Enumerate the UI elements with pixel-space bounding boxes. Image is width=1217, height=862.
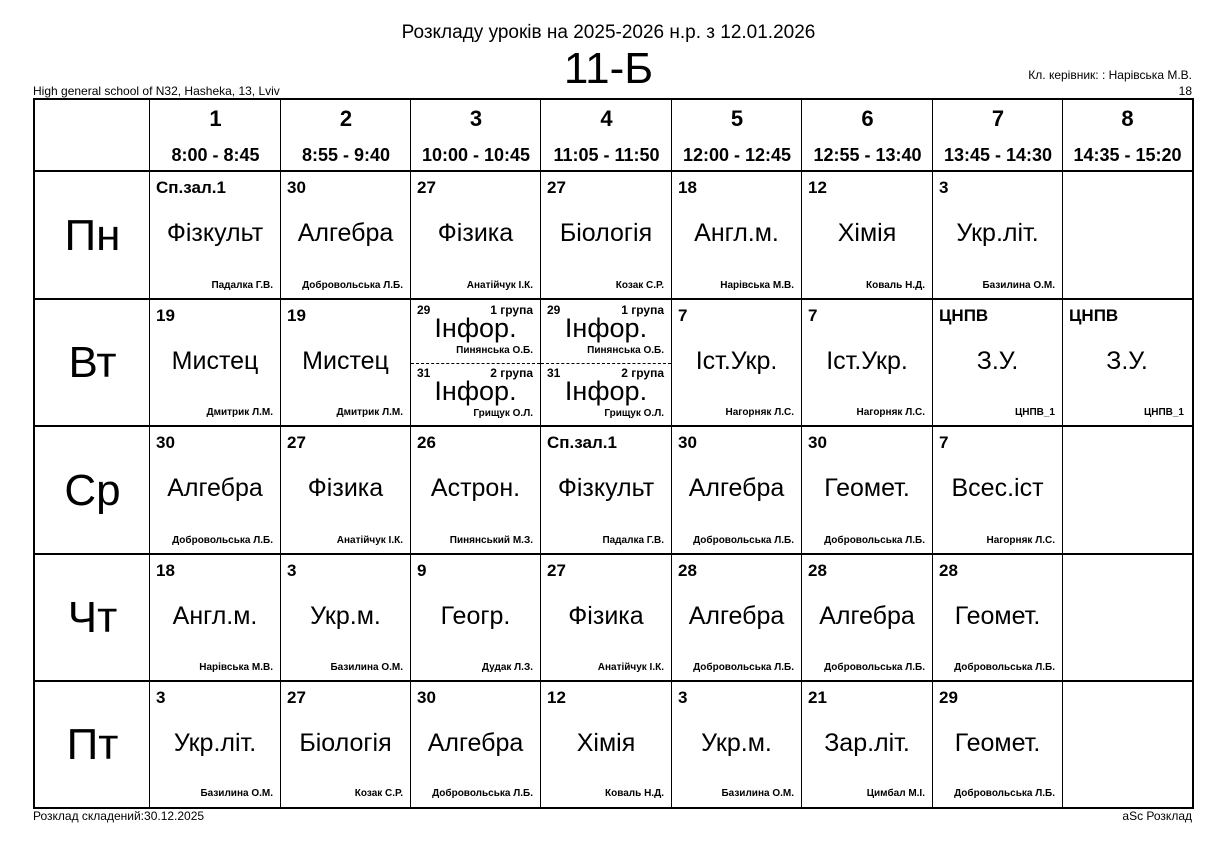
- day-label: Чт: [67, 593, 118, 642]
- lesson-room: 18: [678, 178, 697, 197]
- lesson-cell: [933, 427, 1062, 554]
- lesson-room: 7: [939, 433, 949, 452]
- lesson-subject: Зар.літ.: [824, 729, 910, 757]
- lesson-room: 29: [547, 303, 561, 317]
- lesson-cell: [933, 682, 1062, 807]
- lesson-subject: Геомет.: [824, 474, 910, 502]
- lesson-group: 2 група: [490, 366, 533, 380]
- lesson-teacher: Пинянська О.Б.: [456, 345, 533, 356]
- period-header: [933, 100, 1063, 171]
- lesson-subject: Фізкульт: [557, 474, 655, 502]
- lesson-cell: [150, 427, 280, 554]
- lesson-cell: [1063, 555, 1191, 681]
- period-time: 10:00 - 10:45: [421, 145, 531, 165]
- lesson-teacher: Базилина О.М.: [721, 788, 794, 799]
- lesson-teacher: Нарівська М.В.: [720, 280, 794, 291]
- lesson-cell: [802, 300, 932, 426]
- group-lesson: [411, 363, 540, 426]
- lesson-teacher: Дмитрик Л.М.: [206, 407, 273, 418]
- lesson-teacher: Грищук О.Л.: [604, 408, 664, 419]
- lesson-cell: [541, 555, 671, 681]
- schedule-subtitle: Розкладу уроків на 2025-2026 н.р. з 12.01.2026: [401, 22, 816, 43]
- lesson-cell: [411, 427, 540, 554]
- period-time: 14:35 - 15:20: [1073, 145, 1182, 165]
- lesson-cell: [802, 682, 932, 807]
- period-number: 5: [730, 106, 744, 131]
- lesson-room: 27: [287, 433, 306, 452]
- lesson-teacher: Коваль Н.Д.: [605, 788, 664, 799]
- lesson-cell: [802, 172, 932, 299]
- lesson-room: 28: [678, 561, 697, 580]
- lesson-subject: Геомет.: [954, 729, 1041, 757]
- lesson-cell: [933, 555, 1062, 681]
- lesson-subject: Біологія: [559, 219, 653, 247]
- lesson-subject: Укр.м.: [701, 729, 772, 757]
- lesson-teacher: Добровольська Л.Б.: [954, 662, 1055, 673]
- lesson-room: 7: [808, 306, 818, 325]
- lesson-subject: Інфор.: [564, 376, 648, 406]
- lesson-teacher: Добровольська Л.Б.: [693, 535, 794, 546]
- lesson-teacher: Добровольська Л.Б.: [302, 280, 403, 291]
- lesson-subject: Хімія: [576, 729, 636, 757]
- lesson-room: 27: [287, 688, 306, 707]
- period-time: 12:55 - 13:40: [813, 145, 922, 165]
- lesson-room: Сп.зал.1: [547, 433, 617, 452]
- lesson-cell: [411, 682, 540, 807]
- lesson-cell: [150, 172, 280, 299]
- lesson-teacher: Дудак Л.З.: [481, 662, 533, 673]
- lesson-room: 9: [417, 561, 427, 580]
- group-lesson: [541, 300, 671, 363]
- lesson-subject: Укр.літ.: [173, 729, 257, 757]
- lesson-subject: Алгебра: [427, 729, 524, 757]
- lesson-teacher: Грищук О.Л.: [473, 408, 533, 419]
- lesson-cell: [672, 300, 801, 426]
- period-number: 6: [861, 106, 874, 131]
- lesson-teacher: Базилина О.М.: [982, 280, 1055, 291]
- period-time: 12:00 - 12:45: [682, 145, 792, 165]
- lesson-teacher: Нагорняк Л.С.: [856, 407, 925, 418]
- lesson-cell: [541, 172, 671, 299]
- period-time: 8:55 - 9:40: [301, 145, 391, 165]
- lesson-group: 1 група: [621, 303, 664, 317]
- lesson-subject: Астрон.: [430, 474, 521, 502]
- lesson-room: 31: [417, 366, 431, 380]
- lesson-room: 26: [417, 433, 436, 452]
- lesson-room: 30: [808, 433, 827, 452]
- lesson-teacher: Добровольська Л.Б.: [693, 662, 794, 673]
- lesson-room: 19: [156, 306, 175, 325]
- group-lesson: [541, 363, 671, 426]
- day-label: Пт: [66, 720, 119, 769]
- period-time: 8:00 - 8:45: [171, 145, 260, 165]
- lesson-subject: Всес.іст: [951, 474, 1044, 502]
- lesson-room: 27: [547, 178, 566, 197]
- period-header: [150, 100, 281, 171]
- timetable-grid: [33, 98, 1194, 809]
- period-number: 2: [339, 106, 353, 131]
- lesson-subject: Алгебра: [167, 474, 263, 502]
- period-header: [411, 100, 541, 171]
- lesson-subject: Інфор.: [564, 313, 648, 343]
- lesson-subject: Алгебра: [297, 219, 394, 247]
- lesson-subject: Англ.м.: [694, 219, 779, 247]
- lesson-subject: Фізкульт: [166, 219, 264, 247]
- lesson-room: 12: [808, 178, 827, 197]
- lesson-room: 27: [417, 178, 436, 197]
- lesson-cell: [541, 682, 671, 807]
- lesson-subject: Фізика: [437, 219, 514, 247]
- lesson-teacher: Коваль Н.Д.: [866, 280, 925, 291]
- period-number: 8: [1121, 106, 1134, 131]
- lesson-subject: Укр.літ.: [956, 219, 1039, 247]
- lesson-cell: [1063, 682, 1191, 807]
- lesson-teacher: Базилина О.М.: [330, 662, 403, 673]
- lesson-teacher: ЦНПВ_1: [1014, 407, 1055, 418]
- lesson-room: ЦНПВ: [1069, 306, 1119, 325]
- lesson-teacher: Анатійчук І.К.: [597, 662, 664, 673]
- lesson-room: 7: [678, 306, 688, 325]
- lesson-teacher: Нагорняк Л.С.: [725, 407, 794, 418]
- period-header: [281, 100, 411, 171]
- lesson-subject: Фізика: [568, 602, 644, 630]
- lesson-teacher: Козак С.Р.: [354, 788, 403, 799]
- period-number: 3: [469, 106, 483, 131]
- lesson-teacher: Падалка Г.В.: [602, 535, 664, 546]
- group-lesson: [411, 300, 540, 363]
- lesson-subject: Геогр.: [440, 602, 511, 630]
- lesson-room: 3: [156, 688, 166, 707]
- lesson-cell: [1063, 172, 1191, 299]
- created-date: Розклад складений:30.12.2025: [33, 809, 205, 823]
- period-number: 4: [600, 106, 613, 131]
- lesson-room: 30: [287, 178, 306, 197]
- lesson-subject: З.У.: [976, 347, 1019, 375]
- lesson-teacher: Добровольська Л.Б.: [432, 788, 533, 799]
- lesson-teacher: Добровольська Л.Б.: [824, 535, 925, 546]
- lesson-subject: Інфор.: [434, 376, 517, 406]
- day-label: Ср: [64, 466, 121, 515]
- lesson-cell: [541, 300, 671, 426]
- lesson-cell: [672, 682, 801, 807]
- lesson-group: 2 група: [621, 366, 664, 380]
- period-number: 1: [209, 106, 222, 131]
- lesson-cell: [802, 427, 932, 554]
- lesson-cell: [281, 172, 410, 299]
- lesson-room: 28: [808, 561, 827, 580]
- period-header: [672, 100, 802, 171]
- lesson-cell: [1063, 427, 1191, 554]
- period-time: 13:45 - 14:30: [943, 145, 1053, 165]
- day-label: Вт: [68, 338, 117, 387]
- lesson-room: 3: [678, 688, 688, 707]
- lesson-teacher: Нарівська М.В.: [199, 662, 273, 673]
- lesson-subject: Мистец: [302, 347, 389, 375]
- lesson-room: 27: [547, 561, 566, 580]
- lesson-cell: [411, 300, 540, 426]
- lesson-cell: [672, 555, 801, 681]
- lesson-subject: Алгебра: [688, 602, 785, 630]
- page-number: 18: [1178, 84, 1192, 98]
- lesson-teacher: Дмитрик Л.М.: [336, 407, 403, 418]
- lesson-group: 1 група: [490, 303, 533, 317]
- lesson-cell: [150, 300, 280, 426]
- lesson-subject: Іст.Укр.: [826, 347, 908, 375]
- lesson-cell: [150, 555, 280, 681]
- group-divider: [541, 363, 671, 364]
- lesson-cell: [672, 172, 801, 299]
- lesson-subject: Геомет.: [954, 602, 1041, 630]
- lesson-room: 30: [678, 433, 697, 452]
- lesson-teacher: Козак С.Р.: [615, 280, 664, 291]
- lesson-teacher: Добровольська Л.Б.: [172, 535, 273, 546]
- lesson-cell: [411, 172, 540, 299]
- lesson-room: 18: [156, 561, 175, 580]
- period-header: [541, 100, 672, 171]
- lesson-subject: Хімія: [837, 219, 897, 247]
- lesson-room: 30: [156, 433, 175, 452]
- lesson-cell: [281, 300, 410, 426]
- period-header: [1063, 100, 1192, 171]
- lesson-teacher: Анатійчук І.К.: [336, 535, 403, 546]
- lesson-cell: [150, 682, 280, 807]
- period-header: [802, 100, 933, 171]
- lesson-subject: Мистец: [171, 347, 259, 375]
- lesson-cell: [281, 682, 410, 807]
- lesson-subject: Інфор.: [434, 313, 517, 343]
- lesson-cell: [802, 555, 932, 681]
- lesson-teacher: Пинянський М.З.: [449, 535, 533, 546]
- lesson-cell: [1063, 300, 1191, 426]
- lesson-subject: Іст.Укр.: [695, 347, 778, 375]
- lesson-room: 19: [287, 306, 306, 325]
- lesson-subject: Алгебра: [688, 474, 785, 502]
- lesson-room: 28: [939, 561, 958, 580]
- lesson-subject: Фізика: [307, 474, 384, 502]
- period-number: 7: [991, 106, 1005, 131]
- class-name-title: 11-Б: [563, 44, 654, 93]
- class-teacher: Кл. керівник: : Нарівська М.В.: [1028, 68, 1192, 82]
- lesson-subject: Алгебра: [819, 602, 915, 630]
- lesson-teacher: Пинянська О.Б.: [587, 345, 664, 356]
- lesson-cell: [933, 300, 1062, 426]
- lesson-room: ЦНПВ: [939, 306, 989, 325]
- lesson-teacher: Цимбал М.І.: [866, 788, 925, 799]
- app-name: aSc Розклад: [1122, 809, 1192, 823]
- school-name: High general school of N32, Hasheka, 13, Lviv: [33, 84, 280, 98]
- lesson-subject: Англ.м.: [172, 602, 258, 630]
- lesson-teacher: ЦНПВ_1: [1143, 407, 1184, 418]
- lesson-room: 12: [547, 688, 566, 707]
- day-label: Пн: [64, 211, 121, 260]
- lesson-room: 30: [417, 688, 436, 707]
- lesson-teacher: Нагорняк Л.С.: [986, 535, 1055, 546]
- lesson-teacher: Добровольська Л.Б.: [824, 662, 925, 673]
- lesson-cell: [933, 172, 1062, 299]
- lesson-cell: [281, 427, 410, 554]
- lesson-subject: Укр.м.: [310, 602, 381, 630]
- lesson-room: 3: [939, 178, 949, 197]
- lesson-room: 3: [287, 561, 297, 580]
- lesson-cell: [672, 427, 801, 554]
- lesson-room: Сп.зал.1: [156, 178, 226, 197]
- group-divider: [411, 363, 540, 364]
- lesson-teacher: Анатійчук І.К.: [466, 280, 533, 291]
- lesson-teacher: Добровольська Л.Б.: [954, 788, 1055, 799]
- lesson-cell: [281, 555, 410, 681]
- lesson-room: 31: [547, 366, 561, 380]
- lesson-teacher: Базилина О.М.: [200, 788, 273, 799]
- lesson-teacher: Падалка Г.В.: [211, 280, 273, 291]
- lesson-room: 21: [808, 688, 827, 707]
- lesson-room: 29: [939, 688, 958, 707]
- lesson-subject: З.У.: [1106, 347, 1148, 375]
- lesson-room: 29: [417, 303, 431, 317]
- lesson-subject: Біологія: [299, 729, 392, 757]
- period-time: 11:05 - 11:50: [553, 145, 660, 165]
- lesson-cell: [541, 427, 671, 554]
- lesson-cell: [411, 555, 540, 681]
